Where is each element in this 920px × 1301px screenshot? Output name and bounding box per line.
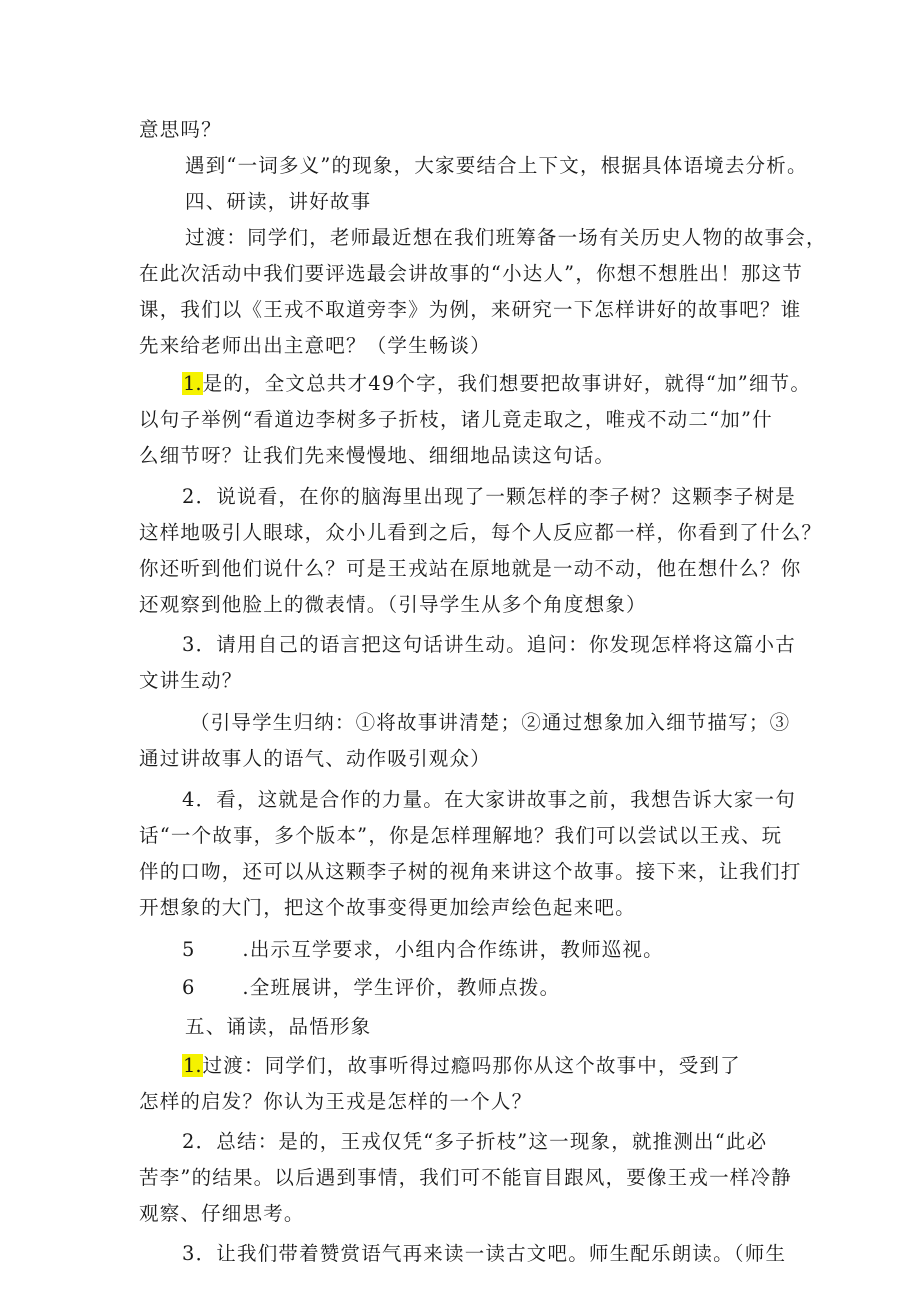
text-line: 以句子举例“看道边李树多子折枝，诸儿竟走取之，唯戎不动二“加”什 — [139, 408, 773, 431]
text-line: 还观察到他脸上的微表情。（引导学生从多个角度想象） — [139, 593, 647, 616]
list-marker-highlight: 1. — [183, 1054, 202, 1077]
text-line: 3．让我们带着赞赏语气再来读一读古文吧。师生配乐朗读。（师生 — [182, 1242, 787, 1265]
text-line — [182, 974, 560, 1002]
text-line: 课，我们以《王戎不取道旁李》为例，来研究一下怎样讲好的故事吧？谁 — [139, 298, 802, 321]
section-heading: 五、诵读，品悟形象 — [185, 1015, 372, 1038]
text-line: 话“一个故事，多个版本”，你是怎样理解地？我们可以尝试以王戎、玩 — [139, 824, 783, 847]
text-line: 伴的口吻，还可以从这颗李子树的视角来讲这个故事。接下来，让我们打 — [139, 860, 802, 883]
text-line — [182, 1052, 741, 1080]
text-line: 苦李”的结果。以后遇到事情，我们可不能盲目跟风，要像王戎一样冷静 — [139, 1166, 792, 1189]
text-line: 么细节呀？让我们先来慢慢地、细细地品读这句话。 — [139, 444, 616, 467]
text-line: 开想象的大门，把这个故事变得更加绘声绘色起来吧。 — [139, 896, 636, 919]
text-line: 3．请用自己的语言把这句话讲生动。追问：你发现怎样将这篇小古 — [182, 633, 796, 656]
text-line: 过渡：同学们，老师最近想在我们班筹备一场有关历史人物的故事会， — [185, 226, 827, 249]
section-heading: 四、研读，讲好故事 — [185, 190, 372, 213]
text-line: （引导学生归纳：①将故事讲清楚；②通过想象加入细节描写；③ — [190, 711, 791, 734]
text-line: 在此次活动中我们要评选最会讲故事的“小达人”，你想不想胜出！那这节 — [139, 262, 804, 285]
text-line: 2．总结：是的，王戎仅凭“多子折枝”这一现象，就推测出“此必 — [182, 1130, 768, 1153]
list-marker-highlight: 1. — [183, 372, 202, 395]
text-line: 这样地吸引人眼球，众小儿看到之后，每个人反应都一样，你看到了什么？ — [139, 521, 823, 544]
list-marker: 6 — [182, 976, 195, 999]
text-content: 过渡：同学们，故事听得过瘾吗那你从这个故事中，受到了 — [202, 1054, 741, 1077]
text-line: 文讲生动？ — [139, 669, 243, 692]
text-line — [182, 370, 811, 398]
text-content: .出示互学要求，小组内合作练讲，教师巡视。 — [242, 938, 664, 961]
text-line: 通过讲故事人的语气、动作吸引观众） — [139, 747, 491, 770]
text-content: .全班展讲，学生评价，教师点拨。 — [242, 976, 561, 999]
list-marker: 5 — [182, 938, 195, 961]
text-line: 观察、仔细思考。 — [139, 1202, 305, 1225]
text-line: 遇到“一词多义”的现象，大家要结合上下文，根据具体语境去分析。 — [185, 154, 808, 177]
text-content: 是的，全文总共才49个字，我们想要把故事讲好，就得“加”细节。 — [202, 372, 812, 395]
text-line: 2．说说看，在你的脑海里出现了一颗怎样的李子树？这颗李子树是 — [182, 485, 796, 508]
text-line: 怎样的启发？你认为王戎是怎样的一个人？ — [139, 1090, 533, 1113]
text-line: 4．看，这就是合作的力量。在大家讲故事之前，我想告诉大家一句 — [182, 788, 796, 811]
text-line: 先来给老师出出主意吧？（学生畅谈） — [139, 334, 491, 357]
text-line: 意思吗？ — [139, 118, 222, 141]
text-line — [182, 936, 664, 964]
text-line: 你还听到他们说什么？可是王戎站在原地就是一动不动，他在想什么？你 — [139, 557, 802, 580]
